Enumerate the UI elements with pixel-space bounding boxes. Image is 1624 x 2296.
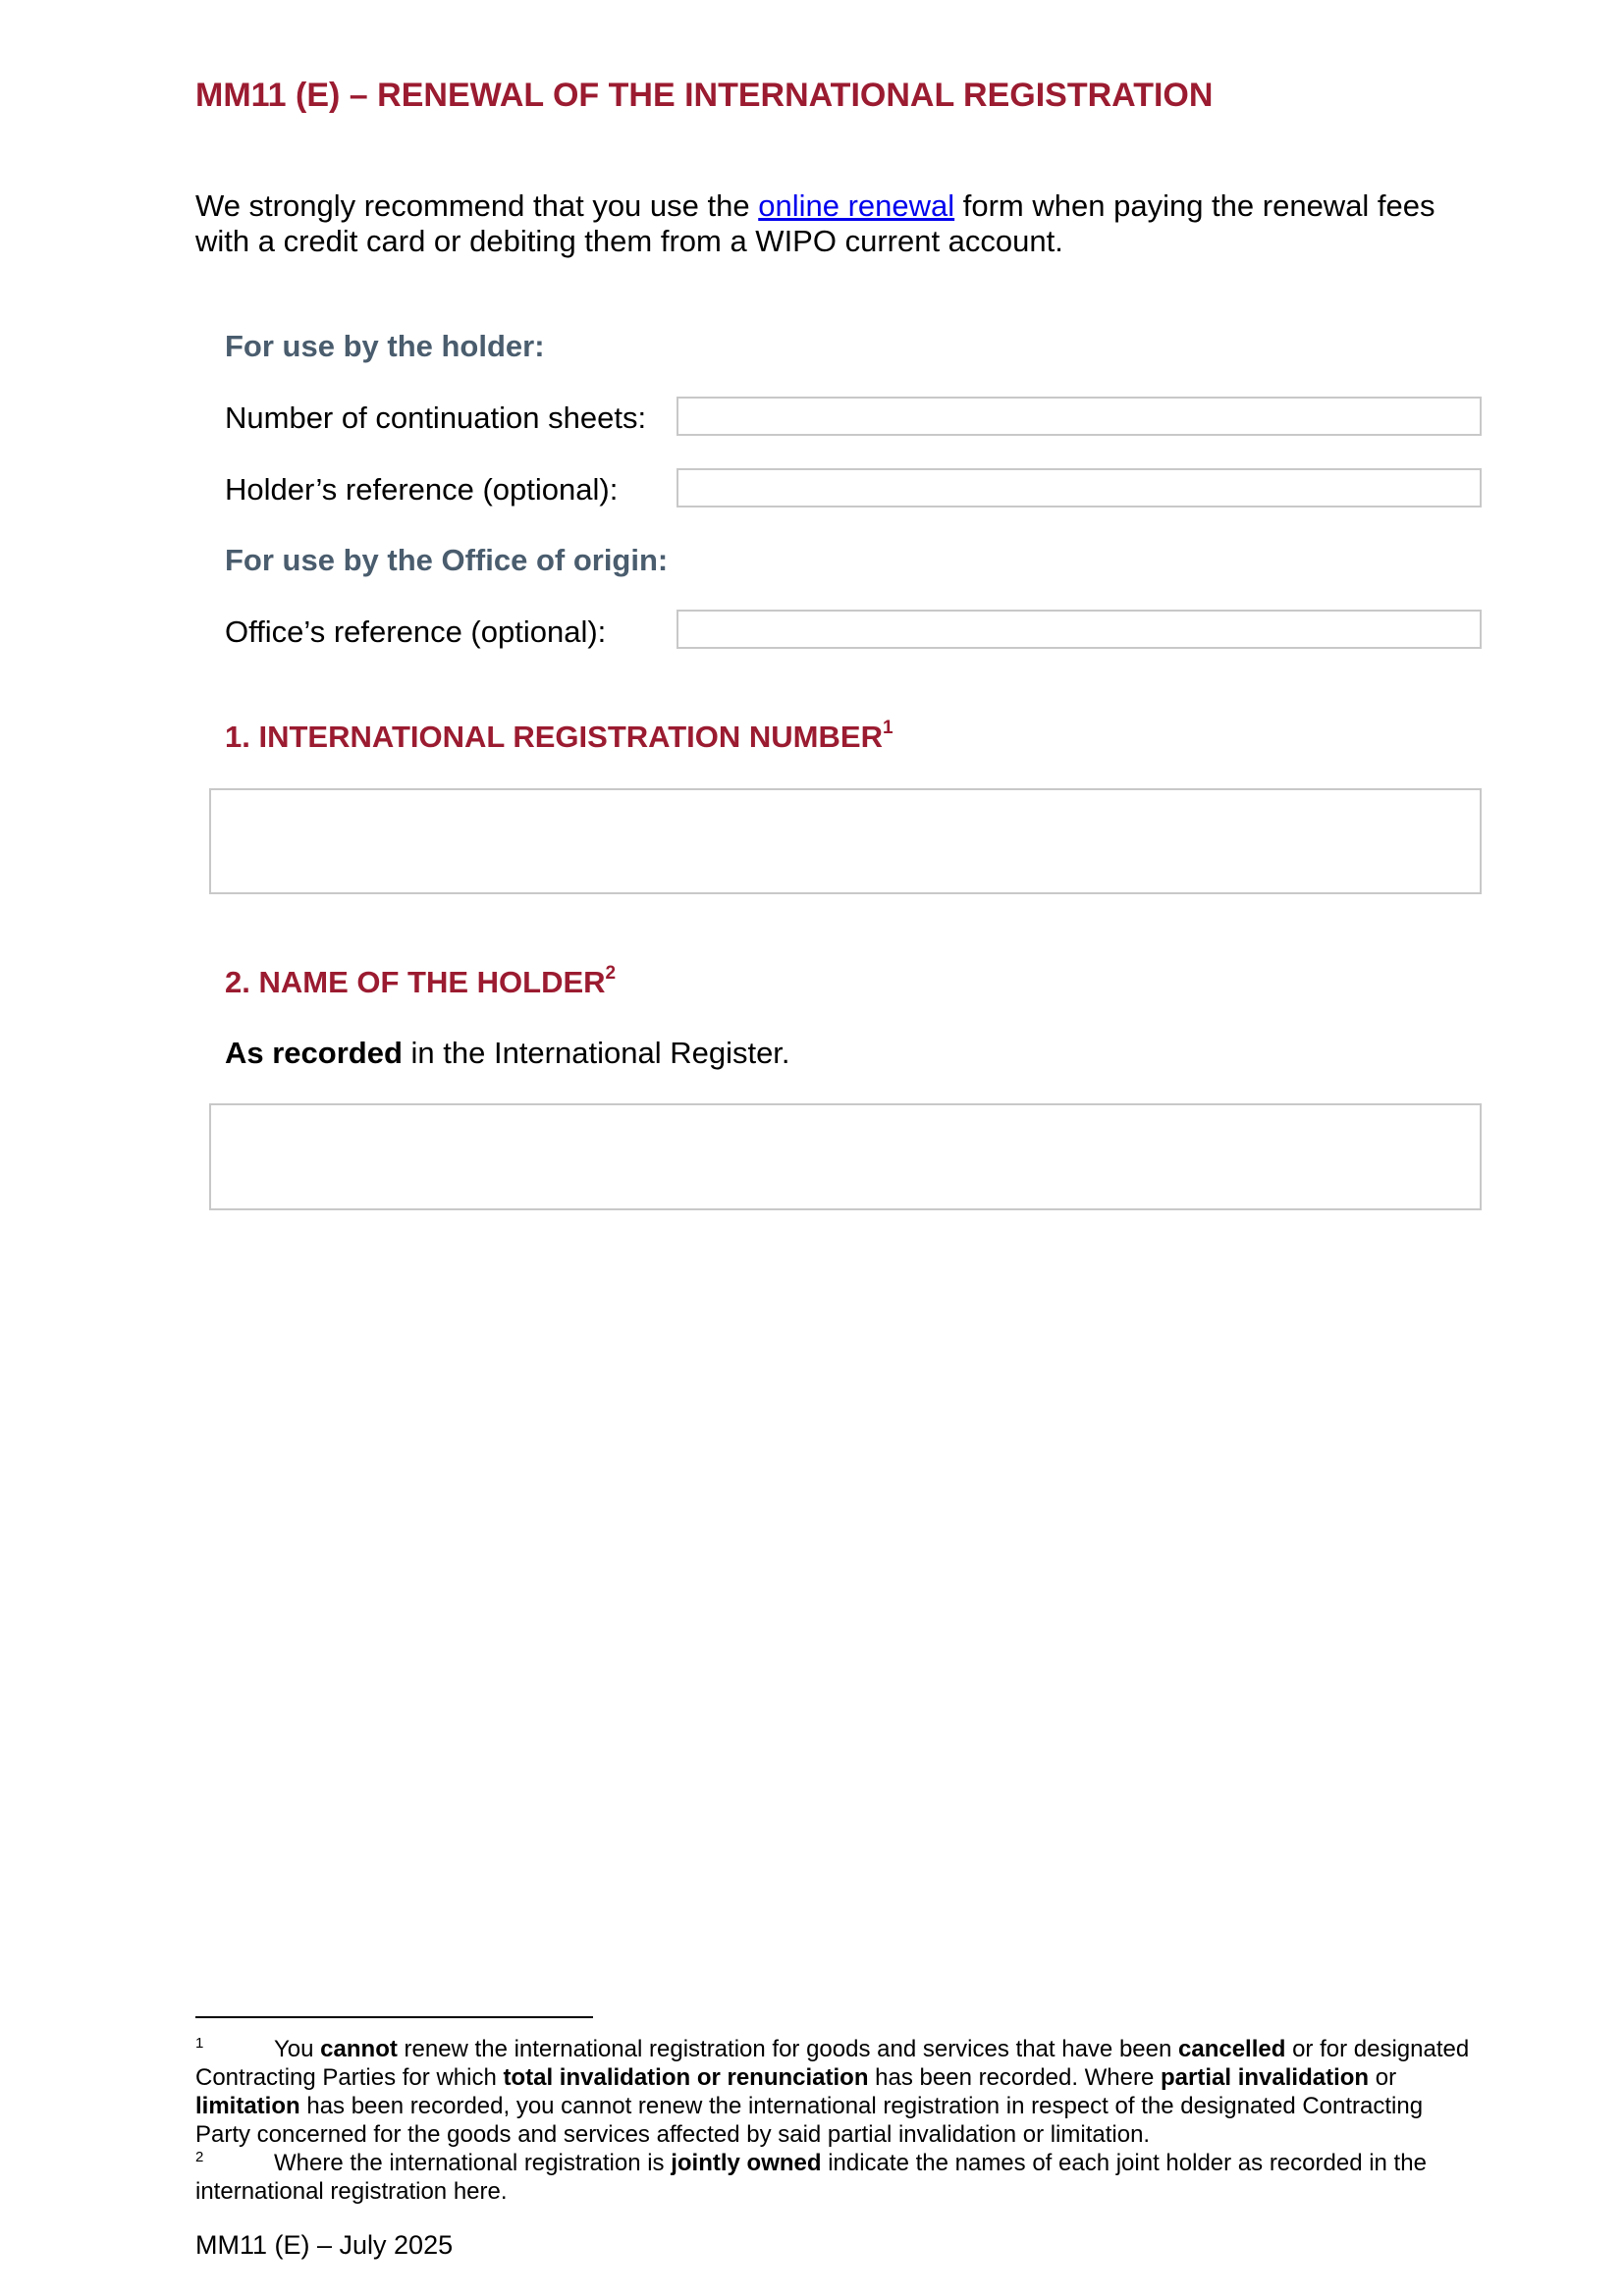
holder-name-note	[225, 1036, 790, 1071]
holder-section-heading: For use by the holder:	[225, 329, 545, 363]
footnote-1-text: renew the international registration for goods and services that have been	[397, 2036, 1178, 2062]
footnote-1-bold: cancelled	[1178, 2036, 1286, 2062]
footnote-1-bold: limitation	[195, 2093, 300, 2119]
footnote-1-text: You	[274, 2036, 321, 2062]
footnote-1-number: 1	[195, 2035, 204, 2052]
footnote-1-text: has been recorded, you cannot renew the international registration in respect of the designated Contracting Party concerned for the goods and services affected by said partial invalidation or limitation.	[195, 2093, 1424, 2148]
intro-text-before: We strongly recommend that you use the	[195, 188, 759, 223]
holder-reference-label: Holder’s reference (optional):	[225, 472, 619, 507]
intro-paragraph	[195, 188, 1472, 259]
intro-text-after: form when paying the renewal fees with a credit card or debiting them from a WIPO current account.	[195, 188, 1435, 258]
section-1-heading-text: 1. INTERNATIONAL REGISTRATION NUMBER	[225, 720, 883, 754]
footnotes	[195, 2035, 1472, 2206]
holder-name-field[interactable]	[209, 1103, 1482, 1210]
continuation-sheets-input[interactable]	[677, 397, 1482, 436]
footnote-1-text: or for designated Contracting Parties for which	[195, 2036, 1470, 2091]
footnote-2-text: indicate the names of each joint holder as recorded in the international registration here.	[195, 2150, 1427, 2205]
footnote-1-bold: total invalidation or renunciation	[503, 2064, 869, 2091]
footnote-2-bold: jointly owned	[671, 2150, 822, 2176]
section-1-heading	[225, 717, 893, 755]
office-reference-label: Office’s reference (optional):	[225, 614, 607, 649]
office-section-heading: For use by the Office of origin:	[225, 543, 669, 577]
holder-name-note-bold: As recorded	[225, 1036, 403, 1070]
page-footer: MM11 (E) – July 2025	[195, 2230, 454, 2260]
footnote-2-number: 2	[195, 2149, 204, 2165]
footnote-2-text: Where the international registration is	[274, 2150, 672, 2176]
continuation-sheets-label: Number of continuation sheets:	[225, 400, 647, 435]
section-2-heading-text: 2. NAME OF THE HOLDER	[225, 965, 606, 999]
holder-reference-input[interactable]	[677, 468, 1482, 507]
registration-number-field[interactable]	[209, 788, 1482, 894]
online-renewal-link[interactable]: online renewal	[758, 188, 955, 223]
holder-name-note-rest: in the International Register.	[402, 1036, 790, 1070]
section-2-heading	[225, 962, 617, 1000]
footnote-ref-1[interactable]: 1	[882, 717, 893, 738]
footnote-1-text: has been recorded. Where	[868, 2064, 1162, 2091]
page-title: MM11 (E) – RENEWAL OF THE INTERNATIONAL REGISTRATION	[195, 77, 1214, 114]
footnote-2	[195, 2149, 1472, 2206]
footnote-1-bold: cannot	[320, 2036, 398, 2062]
footnote-1	[195, 2035, 1472, 2149]
footnote-1-text: or	[1369, 2064, 1397, 2091]
footnote-separator	[195, 2016, 593, 2018]
footnote-1-bold: partial invalidation	[1161, 2064, 1370, 2091]
office-reference-input[interactable]	[677, 610, 1482, 649]
footnote-ref-2[interactable]: 2	[605, 962, 617, 984]
